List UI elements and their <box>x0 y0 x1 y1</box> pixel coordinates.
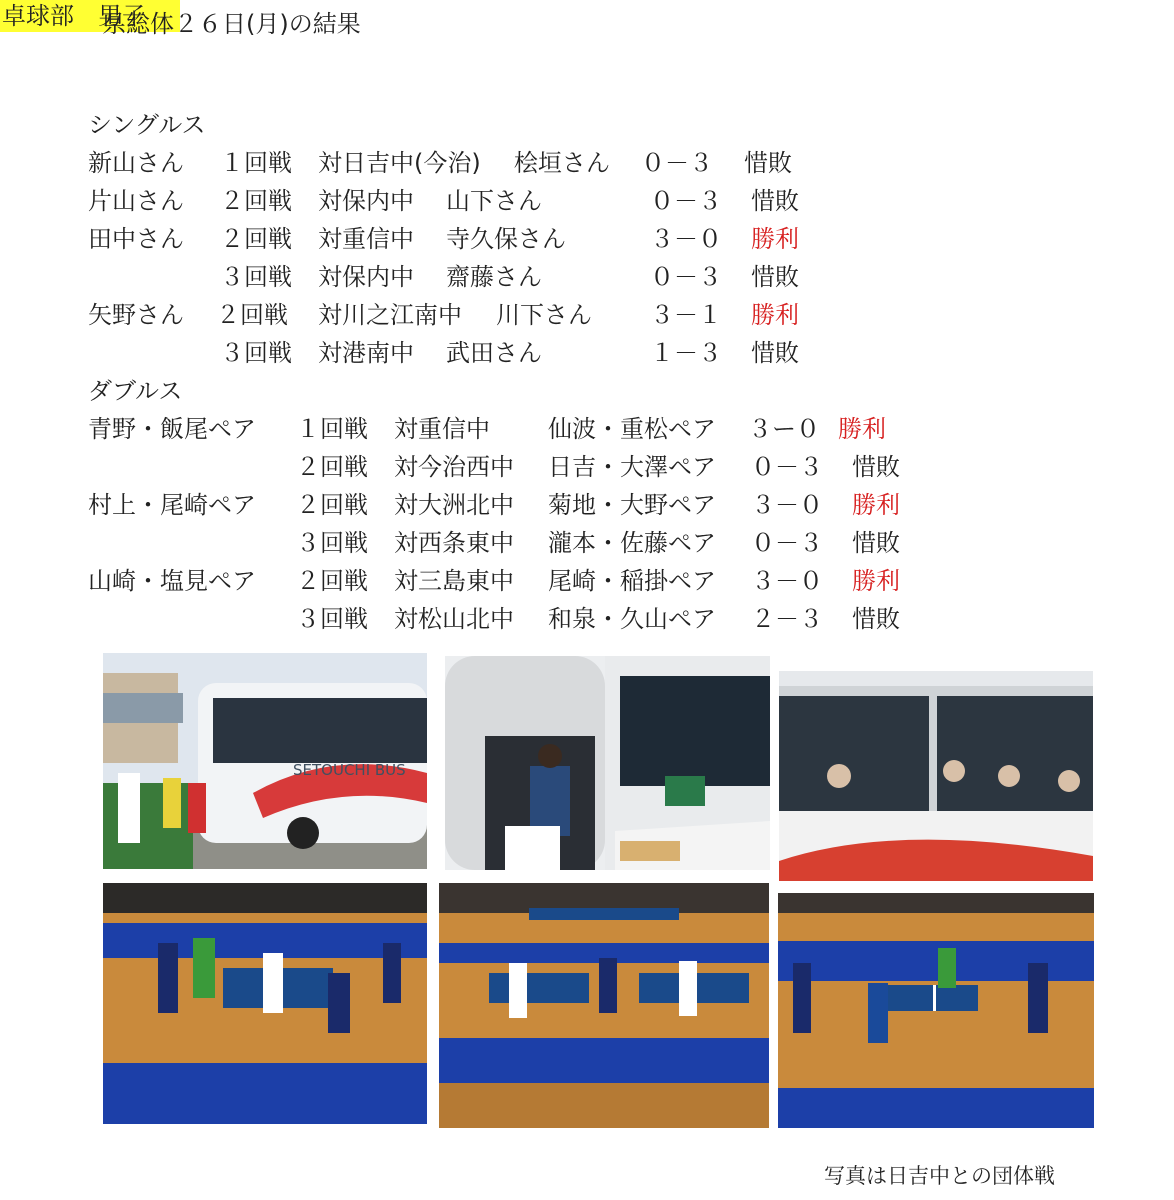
photo-match-3 <box>778 893 1094 1128</box>
opponent-school: 対大洲北中 <box>394 491 514 519</box>
opponent-school: 対今治西中 <box>394 453 514 481</box>
opponent-school: 対川之江南中 <box>318 301 462 329</box>
photo-bus-door <box>445 656 770 870</box>
bus-sign-text: SETOUCHI BUS <box>293 761 406 779</box>
score: ０－３ <box>751 453 823 481</box>
round: ３回戦 <box>220 263 292 291</box>
opponent-pair: 尾崎・稲掛ペア <box>548 567 716 595</box>
photo-bus-boarding <box>103 653 427 869</box>
opponent-school: 対港南中 <box>318 339 414 367</box>
singles-heading: シングルス <box>88 111 206 139</box>
opponent-pair: 菊地・大野ペア <box>548 491 716 519</box>
photo-match-1 <box>103 883 427 1124</box>
score: ０－３ <box>650 187 722 215</box>
opponent-school: 対保内中 <box>318 187 414 215</box>
pair-name: 山崎・塩見ペア <box>88 567 256 595</box>
player-name: 矢野さん <box>88 301 184 329</box>
result-win: 勝利 <box>852 567 900 595</box>
opponent-pair: 瀧本・佐藤ペア <box>548 529 716 557</box>
doubles-heading: ダブルス <box>88 377 183 405</box>
page-title: 県総体２６日(月)の結果 <box>102 10 361 38</box>
result: 惜敗 <box>852 529 900 557</box>
player-name: 片山さん <box>88 187 184 215</box>
opponent-pair: 和泉・久山ペア <box>548 605 716 633</box>
photo-match-2 <box>439 883 769 1128</box>
round: １回戦 <box>220 149 292 177</box>
round: ２回戦 <box>296 491 368 519</box>
result: 惜敗 <box>852 605 900 633</box>
round: １回戦 <box>296 415 368 443</box>
score: ３－１ <box>650 301 722 329</box>
opponent-player: 山下さん <box>446 187 542 215</box>
result-win: 勝利 <box>838 415 886 443</box>
score: ３ー０ <box>748 415 820 443</box>
result: 惜敗 <box>751 263 799 291</box>
round: ３回戦 <box>296 529 368 557</box>
score: １－３ <box>650 339 722 367</box>
result: 惜敗 <box>852 453 900 481</box>
round: ２回戦 <box>296 567 368 595</box>
score: ３－０ <box>650 225 722 253</box>
result-win: 勝利 <box>852 491 900 519</box>
round: ３回戦 <box>220 339 292 367</box>
opponent-school: 対日吉中(今治) <box>318 149 481 177</box>
opponent-school: 対保内中 <box>318 263 414 291</box>
pair-name: 村上・尾崎ペア <box>88 491 256 519</box>
round: ２回戦 <box>296 453 368 481</box>
opponent-school: 対重信中 <box>394 415 490 443</box>
photo-caption: 写真は日吉中との団体戦 <box>824 1164 1055 1188</box>
score: ０－３ <box>751 529 823 557</box>
section-label: 卓球部 男子 <box>2 2 146 30</box>
opponent-player: 武田さん <box>446 339 542 367</box>
opponent-pair: 日吉・大澤ペア <box>548 453 716 481</box>
result: 惜敗 <box>751 187 799 215</box>
result: 惜敗 <box>751 339 799 367</box>
player-name: 新山さん <box>88 149 184 177</box>
score: ０－３ <box>650 263 722 291</box>
opponent-pair: 仙波・重松ペア <box>548 415 716 443</box>
opponent-school: 対松山北中 <box>394 605 514 633</box>
round: ２回戦 <box>220 225 292 253</box>
result-win: 勝利 <box>751 301 799 329</box>
result-win: 勝利 <box>751 225 799 253</box>
opponent-player: 桧垣さん <box>514 149 610 177</box>
result: 惜敗 <box>744 149 792 177</box>
score: ２－３ <box>751 605 823 633</box>
photo-bus-side <box>779 671 1093 881</box>
round: ３回戦 <box>296 605 368 633</box>
opponent-player: 齋藤さん <box>446 263 542 291</box>
round: ２回戦 <box>216 301 288 329</box>
opponent-player: 寺久保さん <box>446 225 566 253</box>
pair-name: 青野・飯尾ペア <box>88 415 256 443</box>
opponent-school: 対西条東中 <box>394 529 514 557</box>
opponent-school: 対重信中 <box>318 225 414 253</box>
score: ３－０ <box>751 491 823 519</box>
score: ０－３ <box>641 149 713 177</box>
round: ２回戦 <box>220 187 292 215</box>
score: ３－０ <box>751 567 823 595</box>
opponent-school: 対三島東中 <box>394 567 514 595</box>
opponent-player: 川下さん <box>496 301 592 329</box>
player-name: 田中さん <box>88 225 184 253</box>
